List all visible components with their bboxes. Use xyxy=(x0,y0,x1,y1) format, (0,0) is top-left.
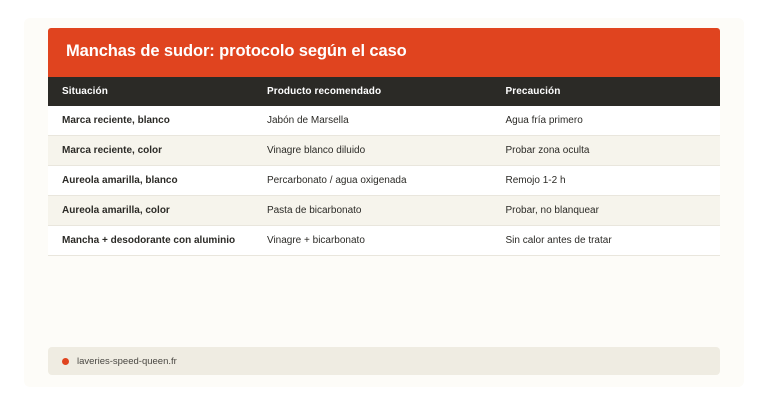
cell-precaucion: Sin calor antes de tratar xyxy=(492,225,721,255)
cell-situacion: Marca reciente, color xyxy=(48,135,253,165)
cell-situacion: Mancha + desodorante con aluminio xyxy=(48,225,253,255)
table-row xyxy=(48,195,720,225)
content-spacer xyxy=(24,256,744,347)
table-header-row xyxy=(48,77,720,106)
cell-producto: Percarbonato / agua oxigenada xyxy=(253,165,492,195)
column-header-situacion: Situación xyxy=(48,77,253,106)
cell-producto: Vinagre + bicarbonato xyxy=(253,225,492,255)
protocol-table xyxy=(48,77,720,256)
cell-precaucion: Remojo 1-2 h xyxy=(492,165,721,195)
column-header-precaucion: Precaución xyxy=(492,77,721,106)
title-banner xyxy=(48,28,720,77)
table-head xyxy=(48,77,720,106)
content-card xyxy=(24,18,744,387)
cell-situacion: Aureola amarilla, blanco xyxy=(48,165,253,195)
cell-situacion: Marca reciente, blanco xyxy=(48,106,253,136)
cell-precaucion: Probar zona oculta xyxy=(492,135,721,165)
cell-producto: Vinagre blanco diluido xyxy=(253,135,492,165)
cell-precaucion: Agua fría primero xyxy=(492,106,721,136)
table-row xyxy=(48,106,720,136)
footer-site-label: laveries-speed-queen.fr xyxy=(77,355,177,367)
page-title: Manchas de sudor: protocolo según el caso xyxy=(66,42,407,60)
cell-producto: Pasta de bicarbonato xyxy=(253,195,492,225)
table-row xyxy=(48,165,720,195)
bullet-dot-icon xyxy=(62,358,69,365)
table-row xyxy=(48,135,720,165)
footer-bar xyxy=(48,347,720,375)
table-row xyxy=(48,225,720,255)
table-block xyxy=(48,28,720,256)
cell-situacion: Aureola amarilla, color xyxy=(48,195,253,225)
column-header-producto: Producto recomendado xyxy=(253,77,492,106)
cell-precaucion: Probar, no blanquear xyxy=(492,195,721,225)
cell-producto: Jabón de Marsella xyxy=(253,106,492,136)
table-body xyxy=(48,106,720,256)
